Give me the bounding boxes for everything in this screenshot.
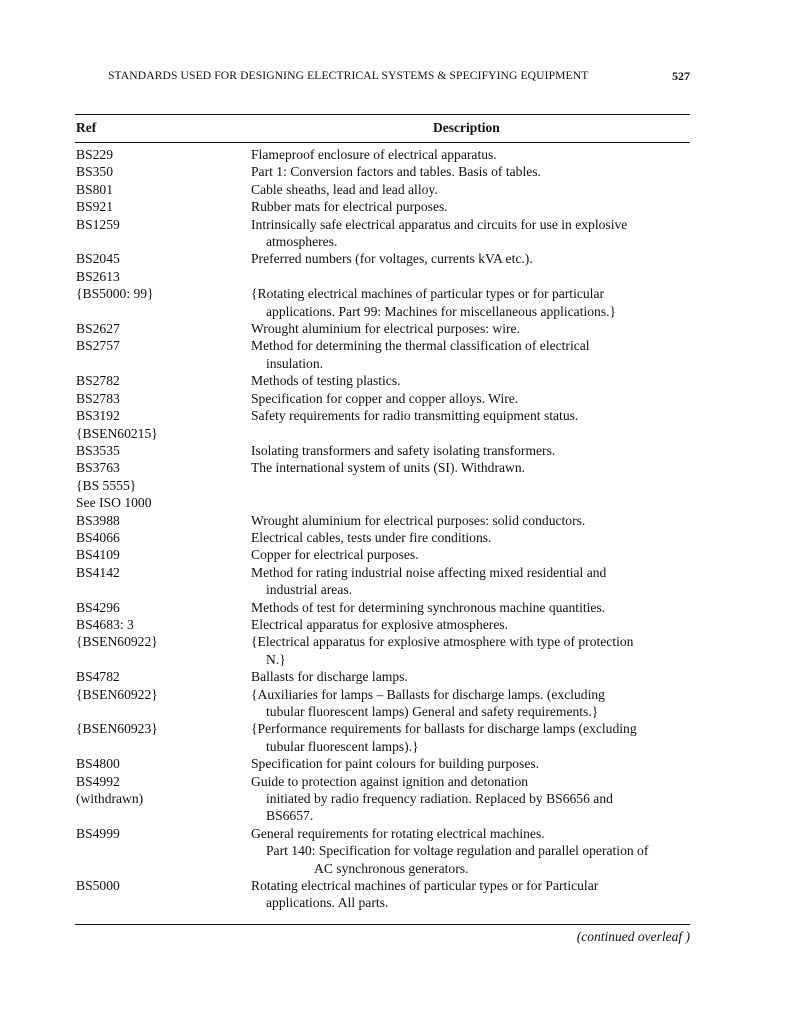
row-ref	[76, 407, 158, 442]
row-ref	[76, 372, 120, 389]
description-line: industrial areas.	[266, 582, 353, 598]
description-line: Methods of test for determining synchronous machine quantities.	[251, 599, 606, 615]
row-ref	[76, 181, 113, 198]
description-line: Method for determining the thermal classification of electrical	[251, 338, 590, 354]
ref-line: {BSEN60922}	[76, 634, 158, 650]
description-line: Isolating transformers and safety isolating transformers.	[251, 442, 556, 458]
row-description	[251, 599, 690, 616]
description-line: Electrical apparatus for explosive atmospheres.	[251, 616, 509, 632]
ref-line: BS921	[76, 199, 114, 215]
running-title: STANDARDS USED FOR DESIGNING ELECTRICAL SYSTEMS & SPECIFYING EQUIPMENT	[108, 69, 589, 82]
description-line	[251, 477, 690, 494]
row-ref	[76, 616, 134, 633]
description-line: Intrinsically safe electrical apparatus and circuits for use in explosive	[251, 216, 628, 232]
row-description	[251, 198, 690, 215]
row-ref	[76, 755, 120, 772]
description-line: Wrought aluminium for electrical purposes: wire.	[251, 321, 520, 337]
row-description	[251, 320, 690, 337]
row-description	[251, 146, 690, 163]
ref-line: BS4992	[76, 773, 120, 789]
page-number: 527	[672, 69, 690, 83]
table-row	[75, 773, 690, 825]
row-description	[251, 459, 690, 511]
table-row	[75, 268, 690, 320]
description-line: initiated by radio frequency radiation. Replaced by BS6656 and	[266, 791, 613, 807]
ref-line: BS4296	[76, 599, 120, 615]
ref-line: BS3535	[76, 442, 120, 458]
description-line: Flameproof enclosure of electrical apparatus.	[251, 147, 497, 162]
ref-line: BS4142	[76, 564, 120, 580]
row-description	[251, 390, 690, 407]
row-ref	[76, 599, 120, 616]
description-line: Rotating electrical machines of particular types or for Particular	[251, 878, 599, 894]
ref-line: BS2627	[76, 321, 120, 337]
row-description	[251, 442, 690, 459]
row-description	[251, 181, 690, 198]
table-row	[75, 442, 690, 459]
description-line: The international system of units (SI). Withdrawn.	[251, 460, 526, 476]
column-header-ref: Ref	[76, 120, 97, 135]
ref-line: {BS 5555}	[76, 477, 137, 493]
column-header-description: Description	[433, 120, 500, 135]
description-line: Wrought aluminium for electrical purposes: solid conductors.	[251, 512, 586, 528]
ref-line: {BSEN60922}	[76, 686, 158, 702]
description-line: {Performance requirements for ballasts for discharge lamps (excluding	[251, 721, 637, 737]
table-row	[75, 755, 690, 772]
ref-line: BS2782	[76, 373, 120, 389]
description-line: {Rotating electrical machines of particular types or for particular	[251, 286, 605, 302]
description-line: General requirements for rotating electrical machines.	[251, 825, 545, 841]
description-line: AC synchronous generators.	[314, 860, 469, 876]
running-header	[108, 69, 690, 89]
ref-line: {BSEN60923}	[76, 721, 158, 737]
ref-line: BS4109	[76, 547, 120, 563]
row-ref	[76, 686, 158, 703]
continued-overleaf-note: (continued overleaf )	[576, 929, 690, 944]
description-line: N.}	[266, 651, 286, 667]
row-ref	[76, 564, 120, 581]
ref-line: BS3192	[76, 408, 120, 424]
row-ref	[76, 633, 158, 650]
ref-line: BS801	[76, 181, 114, 197]
ref-line: {BSEN60215}	[76, 425, 158, 441]
row-ref	[76, 720, 158, 737]
description-line: Part 140: Specification for voltage regulation and parallel operation of	[266, 843, 649, 859]
row-description	[251, 877, 690, 912]
ref-line: BS4066	[76, 529, 120, 545]
row-ref	[76, 268, 154, 303]
table-row	[75, 599, 690, 616]
row-description	[251, 546, 690, 563]
ref-line: BS4999	[76, 825, 120, 841]
description-line: {Electrical apparatus for explosive atmosphere with type of protection	[251, 634, 634, 650]
row-ref	[76, 773, 143, 808]
ref-line: BS5000	[76, 878, 120, 894]
ref-line: BS2613	[76, 268, 120, 284]
ref-line: BS2757	[76, 338, 120, 354]
description-line: Copper for electrical purposes.	[251, 547, 419, 563]
table-row	[75, 181, 690, 198]
ref-line: BS2783	[76, 390, 120, 406]
table-row	[75, 320, 690, 337]
row-ref	[76, 546, 120, 563]
description-line: atmospheres.	[266, 234, 338, 250]
row-description	[251, 616, 690, 633]
table-row	[75, 616, 690, 633]
table-row	[75, 877, 690, 912]
table-row	[75, 546, 690, 563]
row-description	[251, 564, 690, 599]
table-row	[75, 825, 690, 877]
row-ref	[76, 250, 120, 267]
row-ref	[76, 442, 120, 459]
description-line: Safety requirements for radio transmitting equipment status.	[251, 408, 579, 424]
row-ref	[76, 216, 120, 233]
ref-line: BS3763	[76, 460, 120, 476]
table-row	[75, 407, 690, 442]
row-description	[251, 216, 690, 251]
ref-line: {BS5000: 99}	[76, 286, 154, 302]
description-line: Guide to protection against ignition and detonation	[251, 773, 529, 789]
description-line: applications. All parts.	[266, 895, 389, 911]
row-ref	[76, 512, 120, 529]
row-ref	[76, 825, 120, 842]
table-row	[75, 390, 690, 407]
table-row	[75, 216, 690, 251]
table-row	[75, 686, 690, 721]
description-line: insulation.	[266, 355, 324, 371]
description-line: Part 1: Conversion factors and tables. Basis of tables.	[251, 164, 541, 180]
description-line: Rubber mats for electrical purposes.	[251, 199, 448, 215]
row-ref	[76, 163, 113, 180]
description-line: Electrical cables, tests under fire conditions.	[251, 529, 492, 545]
row-description	[251, 268, 690, 320]
row-ref	[76, 320, 120, 337]
row-ref	[76, 668, 120, 685]
description-line: Ballasts for discharge lamps.	[251, 669, 408, 685]
description-line	[251, 268, 690, 285]
description-line: applications. Part 99: Machines for miscellaneous applications.}	[266, 303, 617, 319]
description-line: tubular fluorescent lamps).}	[266, 738, 419, 754]
row-ref	[76, 198, 113, 215]
ref-line: BS350	[76, 164, 114, 180]
table-row	[75, 250, 690, 267]
description-line: Specification for copper and copper alloys. Wire.	[251, 390, 519, 406]
standards-table	[75, 146, 690, 912]
row-ref	[76, 337, 120, 354]
description-line: Cable sheaths, lead and lead alloy.	[251, 181, 438, 197]
row-description	[251, 668, 690, 685]
row-ref	[76, 529, 120, 546]
table-row	[75, 198, 690, 215]
ref-line: BS4683: 3	[76, 616, 134, 632]
description-line: Preferred numbers (for voltages, currents kVA etc.).	[251, 251, 533, 267]
table-row	[75, 668, 690, 685]
row-description	[251, 529, 690, 546]
table-row	[75, 337, 690, 372]
ref-line: See ISO 1000	[76, 495, 152, 511]
description-line: tubular fluorescent lamps) General and safety requirements.}	[266, 704, 599, 719]
ref-line: BS2045	[76, 251, 120, 267]
row-description	[251, 337, 690, 372]
ref-line: BS3988	[76, 512, 120, 528]
table-bottom-rule	[75, 924, 690, 925]
table-row	[75, 512, 690, 529]
row-description	[251, 407, 690, 442]
table-row	[75, 720, 690, 755]
ref-line: BS4782	[76, 669, 120, 685]
row-description	[251, 773, 690, 825]
table-row	[75, 564, 690, 599]
table-row	[75, 529, 690, 546]
description-line: BS6657.	[266, 808, 314, 824]
table-row	[75, 633, 690, 668]
ref-line: BS229	[76, 147, 114, 162]
description-line: Specification for paint colours for building purposes.	[251, 756, 540, 772]
description-line: {Auxiliaries for lamps – Ballasts for discharge lamps. (excluding	[251, 686, 605, 702]
row-ref	[76, 459, 152, 511]
row-description	[251, 686, 690, 721]
description-line	[251, 425, 690, 442]
row-description	[251, 512, 690, 529]
table-header-rule	[75, 142, 690, 143]
description-line	[251, 494, 690, 511]
row-description	[251, 372, 690, 389]
row-ref	[76, 877, 120, 894]
description-line: Method for rating industrial noise affecting mixed residential and	[251, 564, 607, 580]
row-description	[251, 163, 690, 180]
row-description	[251, 720, 690, 755]
ref-line: BS1259	[76, 216, 120, 232]
table-row	[75, 163, 690, 180]
table-row	[75, 459, 690, 511]
row-ref	[76, 390, 120, 407]
table-row	[75, 372, 690, 389]
row-description	[251, 633, 690, 668]
table-top-rule	[75, 114, 690, 115]
table-row	[75, 146, 690, 163]
ref-line: BS4800	[76, 756, 120, 772]
row-description	[251, 755, 690, 772]
description-line: Methods of testing plastics.	[251, 373, 401, 389]
ref-line: (withdrawn)	[76, 791, 144, 807]
row-description	[251, 825, 690, 877]
row-description	[251, 250, 690, 267]
row-ref	[76, 146, 113, 163]
